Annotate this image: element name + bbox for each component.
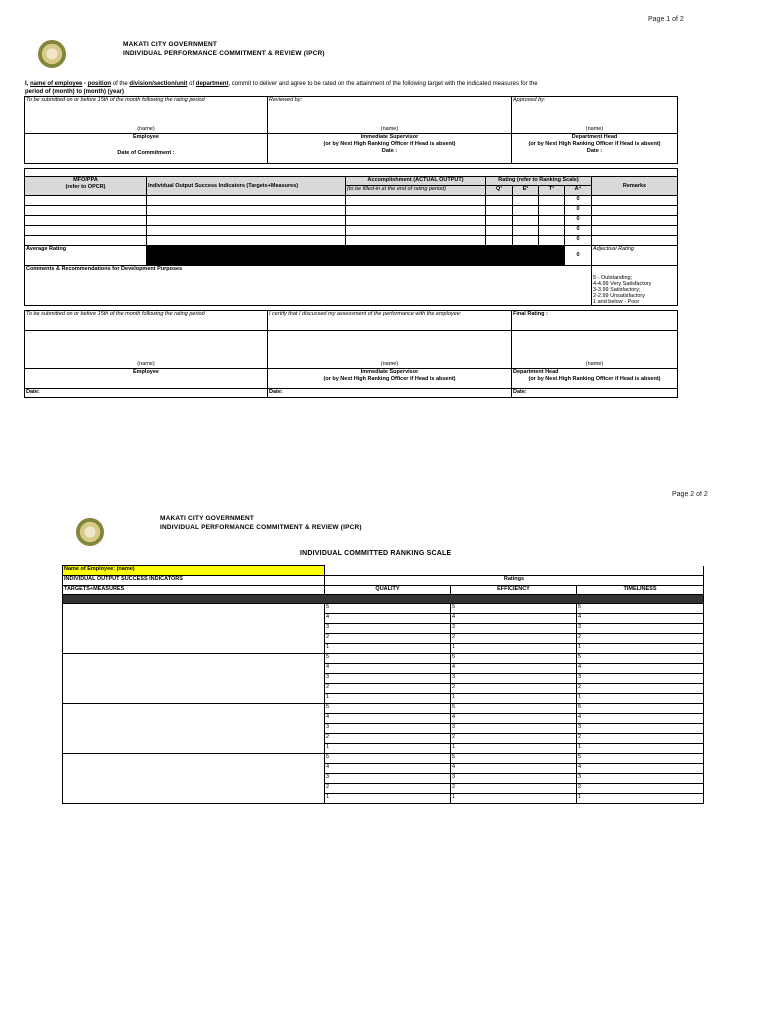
rating-table [24,168,678,306]
table-row: 0 [25,216,678,226]
employee-signature-cell: (name) Employee Date of Commitment : [25,134,268,164]
table-row: 5 5 5 [63,754,704,764]
mfo-header: MFO/PPA (refer to OPCR) [25,177,147,196]
final-rating-label: Final Rating : [512,311,678,331]
approved-by-label: Approved by: [512,97,678,134]
table-row: 2 2 2 [63,684,704,694]
table-row: 3 3 3 [63,774,704,784]
table-row: 0 [25,196,678,206]
average-col-header: A⁴ [565,186,592,196]
ratings-label: Ratings [325,576,704,586]
table-row: 3 3 3 [63,624,704,634]
table-row: 1 1 1 [63,744,704,754]
supervisor-date: Date: [268,389,512,398]
employee-signature-cell-2: (name) [25,331,268,369]
average-rating-label: Average Rating [25,246,147,266]
page-number: Page 1 of 2 [648,16,684,23]
form-title: INDIVIDUAL PERFORMANCE COMMITMENT & REVIEW (IPCR) [123,50,325,57]
accomplishment-header: Accomplishment (ACTUAL OUTPUT) [346,177,486,186]
ranking-scale-table [62,565,704,804]
rating-scale-legend: 5 - Outstanding; 4-4.99 Very Satisfactory 3-3.99 Satisfactory; 2-2.99 Unsatisfactory 1 and below - Poor [592,266,678,306]
form-title-2: INDIVIDUAL PERFORMANCE COMMITMENT & REVIEW (IPCR) [160,524,362,531]
org-name-2: MAKATI CITY GOVERNMENT [160,515,255,522]
rating-header: Rating (refer to Ranking Scale) [486,177,592,186]
table-row: 4 4 4 [63,664,704,674]
dept-head-signature-cell: (name) Department Head (or by Next High Ranking Officer if Head is absent) Date : [512,134,678,164]
submission-note: To be submitted on or before 15th of the month following the rating period [25,97,268,134]
indicator-cell [63,654,325,704]
employee-label-2: Employee [25,369,268,389]
table-row: 1 1 1 [63,794,704,804]
employee-date: Date: [25,389,268,398]
table-row: 5 5 5 [63,604,704,614]
targets-label: TARGETS+MEASURES [63,586,325,595]
table-row: 2 2 2 [63,634,704,644]
table-row: 0 [25,206,678,216]
supervisor-signature-cell: (name) Immediate Supervisor (or by Next High Ranking Officer if Head is absent) Date : [268,134,512,164]
table-row: 5 5 5 [63,704,704,714]
table-row: 4 4 4 [63,764,704,774]
quality-label: QUALITY [325,586,451,595]
average-rating-row [25,246,678,266]
table-row: 0 [25,236,678,246]
supervisor-label-2: Immediate Supervisor (or by Next High Ranking Officer if Head is absent) [268,369,512,389]
table-row: 1 1 1 [63,694,704,704]
indicator-cell [63,604,325,654]
comments-label: Comments & Recommendations for Development Purposes [25,266,592,306]
ranking-scale-title: INDIVIDUAL COMMITTED RANKING SCALE [300,550,452,557]
reviewed-by-label: Reviewed by: [268,97,512,134]
page-number-2: Page 2 of 2 [672,491,708,498]
accomplishment-subheader: (to be filled-in at the end of rating period) [346,186,486,196]
efficiency-label: EFFICIENCY [451,586,577,595]
city-seal-logo-2 [76,518,104,546]
adjectival-rating-label: Adjectival Rating [592,246,678,266]
commitment-signature-table [24,96,678,164]
table-row: 4 4 4 [63,714,704,724]
certify-statement: I certify that I discussed my assessment of the performance with the employee: [268,311,512,331]
table-row: 3 3 3 [63,674,704,684]
table-row: 2 2 2 [63,734,704,744]
timeliness-col-header: T³ [539,186,565,196]
dept-head-label-2: Department Head (or by Next High Ranking Officer if Head is absent) [512,369,678,389]
remarks-header: Remarks [592,177,678,196]
employee-name-cell: Name of Employee: (name) [63,566,325,576]
supervisor-signature-cell-2: (name) [268,331,512,369]
table-row: 1 1 1 [63,644,704,654]
table-row: 5 5 5 [63,654,704,664]
table-row: 2 2 2 [63,784,704,794]
dept-head-date: Date: [512,389,678,398]
indicator-cell [63,754,325,804]
quality-col-header: Q¹ [486,186,513,196]
indicators-label: INDIVIDUAL OUTPUT SUCCESS INDICATORS [63,576,325,586]
efficiency-col-header: E² [513,186,539,196]
indicators-header: Individual Output Success Indicators (Targets+Measures) [147,177,346,196]
indicator-cell [63,704,325,754]
submission-note-2: To be submitted on or before 15th of the month following the rating period [25,311,268,331]
average-rating-value: 0 [565,246,592,266]
dept-head-signature-cell-2: (name) [512,331,678,369]
review-signature-table [24,310,678,398]
table-row: 4 4 4 [63,614,704,624]
org-name: MAKATI CITY GOVERNMENT [123,41,218,48]
table-row: 0 [25,226,678,236]
table-row: 3 3 3 [63,724,704,734]
comments-row [25,266,678,306]
city-seal-logo [38,40,66,68]
timeliness-label: TIMELINESS [577,586,704,595]
commitment-statement: I, name of employee - position of the division/section/unit of department, commit to deliver and agree to be rated on the attainment of the following target with the indicated measures for the period of (month) to (month) (year) [25,81,538,95]
